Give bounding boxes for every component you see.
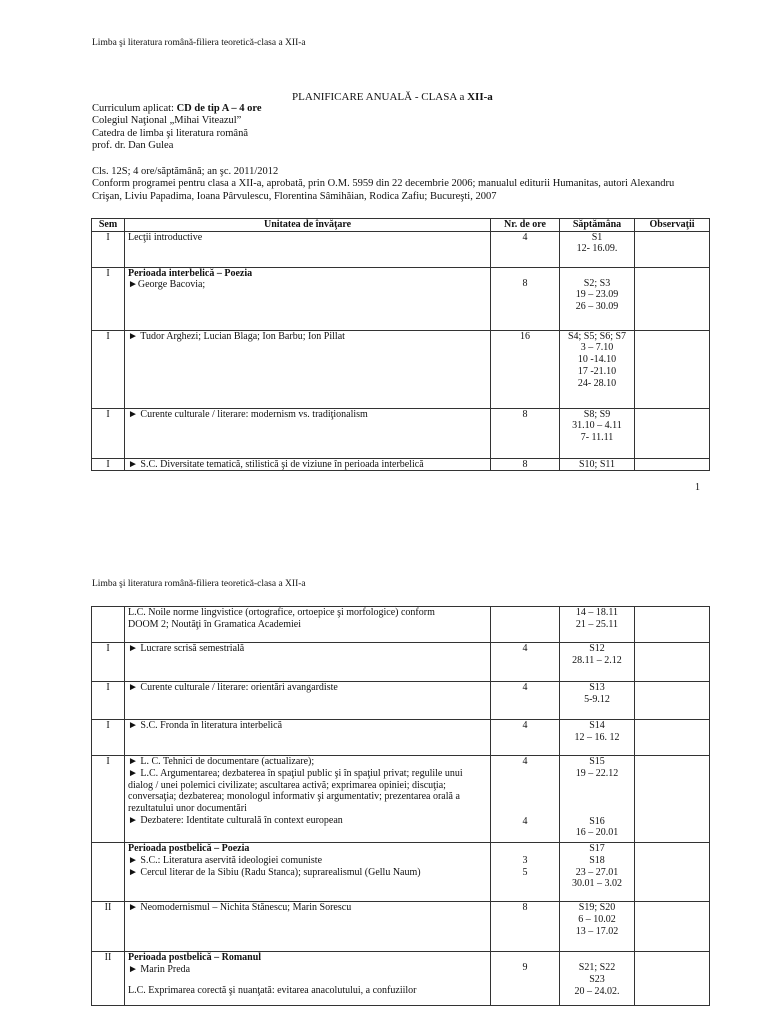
hours-cell: 8 bbox=[491, 458, 560, 471]
program-line-1: Conform programei pentru clasa a XII-a, aprobată, prin O.M. 5959 din 22 decembrie 2006; manualul editurii Humanitas, autori Alexandru bbox=[92, 178, 675, 190]
hours-cell: 8 bbox=[491, 902, 560, 952]
table-header-row bbox=[92, 219, 710, 232]
hours-cell: 4 bbox=[491, 682, 560, 720]
notes-cell bbox=[635, 267, 710, 330]
unit-cell: ► Tudor Arghezi; Lucian Blaga; Ion Barbu; Ion Pillat bbox=[125, 330, 491, 408]
notes-cell bbox=[635, 843, 710, 902]
notes-cell bbox=[635, 458, 710, 471]
unit-cell: Perioada postbelică – Poezia ► S.C.: Literatura aservită ideologiei comuniste ► Cercul literar de la Sibiu (Radu Stanca); suprarealismul (Gellu Naum) bbox=[125, 843, 491, 902]
hours-cell bbox=[491, 607, 560, 643]
sem-cell: I bbox=[92, 720, 125, 756]
table-row bbox=[92, 458, 710, 471]
notes-cell bbox=[635, 682, 710, 720]
sem-cell: I bbox=[92, 682, 125, 720]
week-cell: S21; S22 S23 20 – 24.02. bbox=[560, 952, 635, 1006]
planning-table-page1 bbox=[91, 218, 710, 471]
week-cell: S2; S3 19 – 23.09 26 – 30.09 bbox=[560, 267, 635, 330]
col-header-unit: Unitatea de învăţare bbox=[125, 219, 491, 232]
week-cell: S12 28.11 – 2.12 bbox=[560, 643, 635, 682]
notes-cell bbox=[635, 902, 710, 952]
col-header-sem: Sem bbox=[92, 219, 125, 232]
college-line: Colegiul Naţional „Mihai Viteazul” bbox=[92, 115, 242, 127]
curriculum-line: Curriculum aplicat: CD de tip A – 4 ore bbox=[92, 103, 262, 114]
catedra-line: Catedra de limba şi literatura română bbox=[92, 127, 248, 139]
hours-cell: 8 bbox=[491, 408, 560, 458]
table-row bbox=[92, 643, 710, 682]
unit-cell: Perioada interbelică – Poezia ►George Bacovia; bbox=[125, 267, 491, 330]
week-cell: S1 12- 16.09. bbox=[560, 231, 635, 267]
sem-cell bbox=[92, 843, 125, 902]
table-row bbox=[92, 902, 710, 952]
sem-cell: II bbox=[92, 902, 125, 952]
week-cell: S15 19 – 22.12 S16 16 – 20.01 bbox=[560, 756, 635, 843]
notes-cell bbox=[635, 408, 710, 458]
sem-cell: I bbox=[92, 756, 125, 843]
table-row bbox=[92, 682, 710, 720]
notes-cell bbox=[635, 607, 710, 643]
notes-cell bbox=[635, 720, 710, 756]
hours-cell: 9 bbox=[491, 952, 560, 1006]
week-cell: S10; S11 bbox=[560, 458, 635, 471]
table-row bbox=[92, 720, 710, 756]
unit-cell: ► S.C. Fronda în literatura interbelică bbox=[125, 720, 491, 756]
col-header-hours: Nr. de ore bbox=[491, 219, 560, 232]
unit-cell: ► Curente culturale / literare: orientări avangardiste bbox=[125, 682, 491, 720]
notes-cell bbox=[635, 756, 710, 843]
sem-cell: I bbox=[92, 330, 125, 408]
week-cell: S19; S20 6 – 10.02 13 – 17.02 bbox=[560, 902, 635, 952]
table-row bbox=[92, 330, 710, 408]
unit-cell: ► Curente culturale / literare: modernism vs. tradiţionalism bbox=[125, 408, 491, 458]
document-info bbox=[92, 103, 262, 153]
week-cell: 14 – 18.11 21 – 25.11 bbox=[560, 607, 635, 643]
week-cell: S13 5-9.12 bbox=[560, 682, 635, 720]
week-cell: S14 12 – 16. 12 bbox=[560, 720, 635, 756]
page-number: 1 bbox=[695, 482, 700, 493]
unit-cell: L.C. Noile norme lingvistice (ortografice, ortoepice şi morfologice) conform DOOM 2; Noutăţi în Gramatica Academiei bbox=[125, 607, 491, 643]
hours-cell: 4 4 bbox=[491, 756, 560, 843]
program-line-2: Crişan, Liviu Papadima, Ioana Pârvulescu, Florentina Sâmihăian, Rodica Zafiu; Bucureşti, 2007 bbox=[92, 190, 497, 202]
unit-cell: ► S.C. Diversitate tematică, stilistică şi de viziune în perioada interbelică bbox=[125, 458, 491, 471]
sem-cell: I bbox=[92, 458, 125, 471]
week-cell: S8; S9 31.10 – 4.11 7- 11.11 bbox=[560, 408, 635, 458]
table-row bbox=[92, 267, 710, 330]
page-header: Limba şi literatura română-filiera teoretică-clasa a XII-a bbox=[92, 579, 306, 589]
table-row bbox=[92, 756, 710, 843]
class-info bbox=[92, 166, 674, 203]
sem-cell: I bbox=[92, 408, 125, 458]
hours-cell: 8 bbox=[491, 267, 560, 330]
week-cell: S17 S18 23 – 27.01 30.01 – 3.02 bbox=[560, 843, 635, 902]
sem-cell: I bbox=[92, 643, 125, 682]
notes-cell bbox=[635, 330, 710, 408]
notes-cell bbox=[635, 231, 710, 267]
hours-cell: 4 bbox=[491, 643, 560, 682]
table-row bbox=[92, 952, 710, 1006]
planning-table-page2 bbox=[91, 606, 710, 1006]
unit-cell: ► Neomodernismul – Nichita Stănescu; Marin Sorescu bbox=[125, 902, 491, 952]
sem-cell: II bbox=[92, 952, 125, 1006]
teacher-line: prof. dr. Dan Gulea bbox=[92, 140, 174, 152]
hours-cell: 4 bbox=[491, 720, 560, 756]
notes-cell bbox=[635, 952, 710, 1006]
table-row bbox=[92, 607, 710, 643]
sem-cell: I bbox=[92, 231, 125, 267]
notes-cell bbox=[635, 643, 710, 682]
page-header: Limba şi literatura română-filiera teoretică-clasa a XII-a bbox=[92, 38, 306, 48]
col-header-week: Săptămâna bbox=[560, 219, 635, 232]
table-row bbox=[92, 231, 710, 267]
unit-cell: ► L. C. Tehnici de documentare (actualizare); ► L.C. Argumentarea; dezbaterea în spaţiul public şi în spaţiul privat; regulile unui dialog / unei polemici civilizate; ascultarea activă; exprimarea opiniei; discuţia; conversaţia; dezbaterea; monologul informativ şi argumentativ; prezentarea orală a rezultatului unor documentări ► Dezbatere: Identitate culturală în context european bbox=[125, 756, 491, 843]
table-row bbox=[92, 408, 710, 458]
page-title: PLANIFICARE ANUALĂ - CLASA a XII-a bbox=[292, 91, 493, 103]
unit-cell: ► Lucrare scrisă semestrială bbox=[125, 643, 491, 682]
unit-cell: Lecţii introductive bbox=[125, 231, 491, 267]
table-row bbox=[92, 843, 710, 902]
week-cell: S4; S5; S6; S7 3 – 7.10 10 -14.10 17 -21.10 24- 28.10 bbox=[560, 330, 635, 408]
hours-cell: 4 bbox=[491, 231, 560, 267]
sem-cell: I bbox=[92, 267, 125, 330]
class-line: Cls. 12S; 4 ore/săptămână; an şc. 2011/2012 bbox=[92, 166, 279, 177]
sem-cell bbox=[92, 607, 125, 643]
col-header-notes: Observaţii bbox=[635, 219, 710, 232]
hours-cell: 16 bbox=[491, 330, 560, 408]
hours-cell: 3 5 bbox=[491, 843, 560, 902]
unit-cell: Perioada postbelică – Romanul ► Marin Preda L.C. Exprimarea corectă şi nuanţată: evitarea anacolutului, a confuziilor bbox=[125, 952, 491, 1006]
